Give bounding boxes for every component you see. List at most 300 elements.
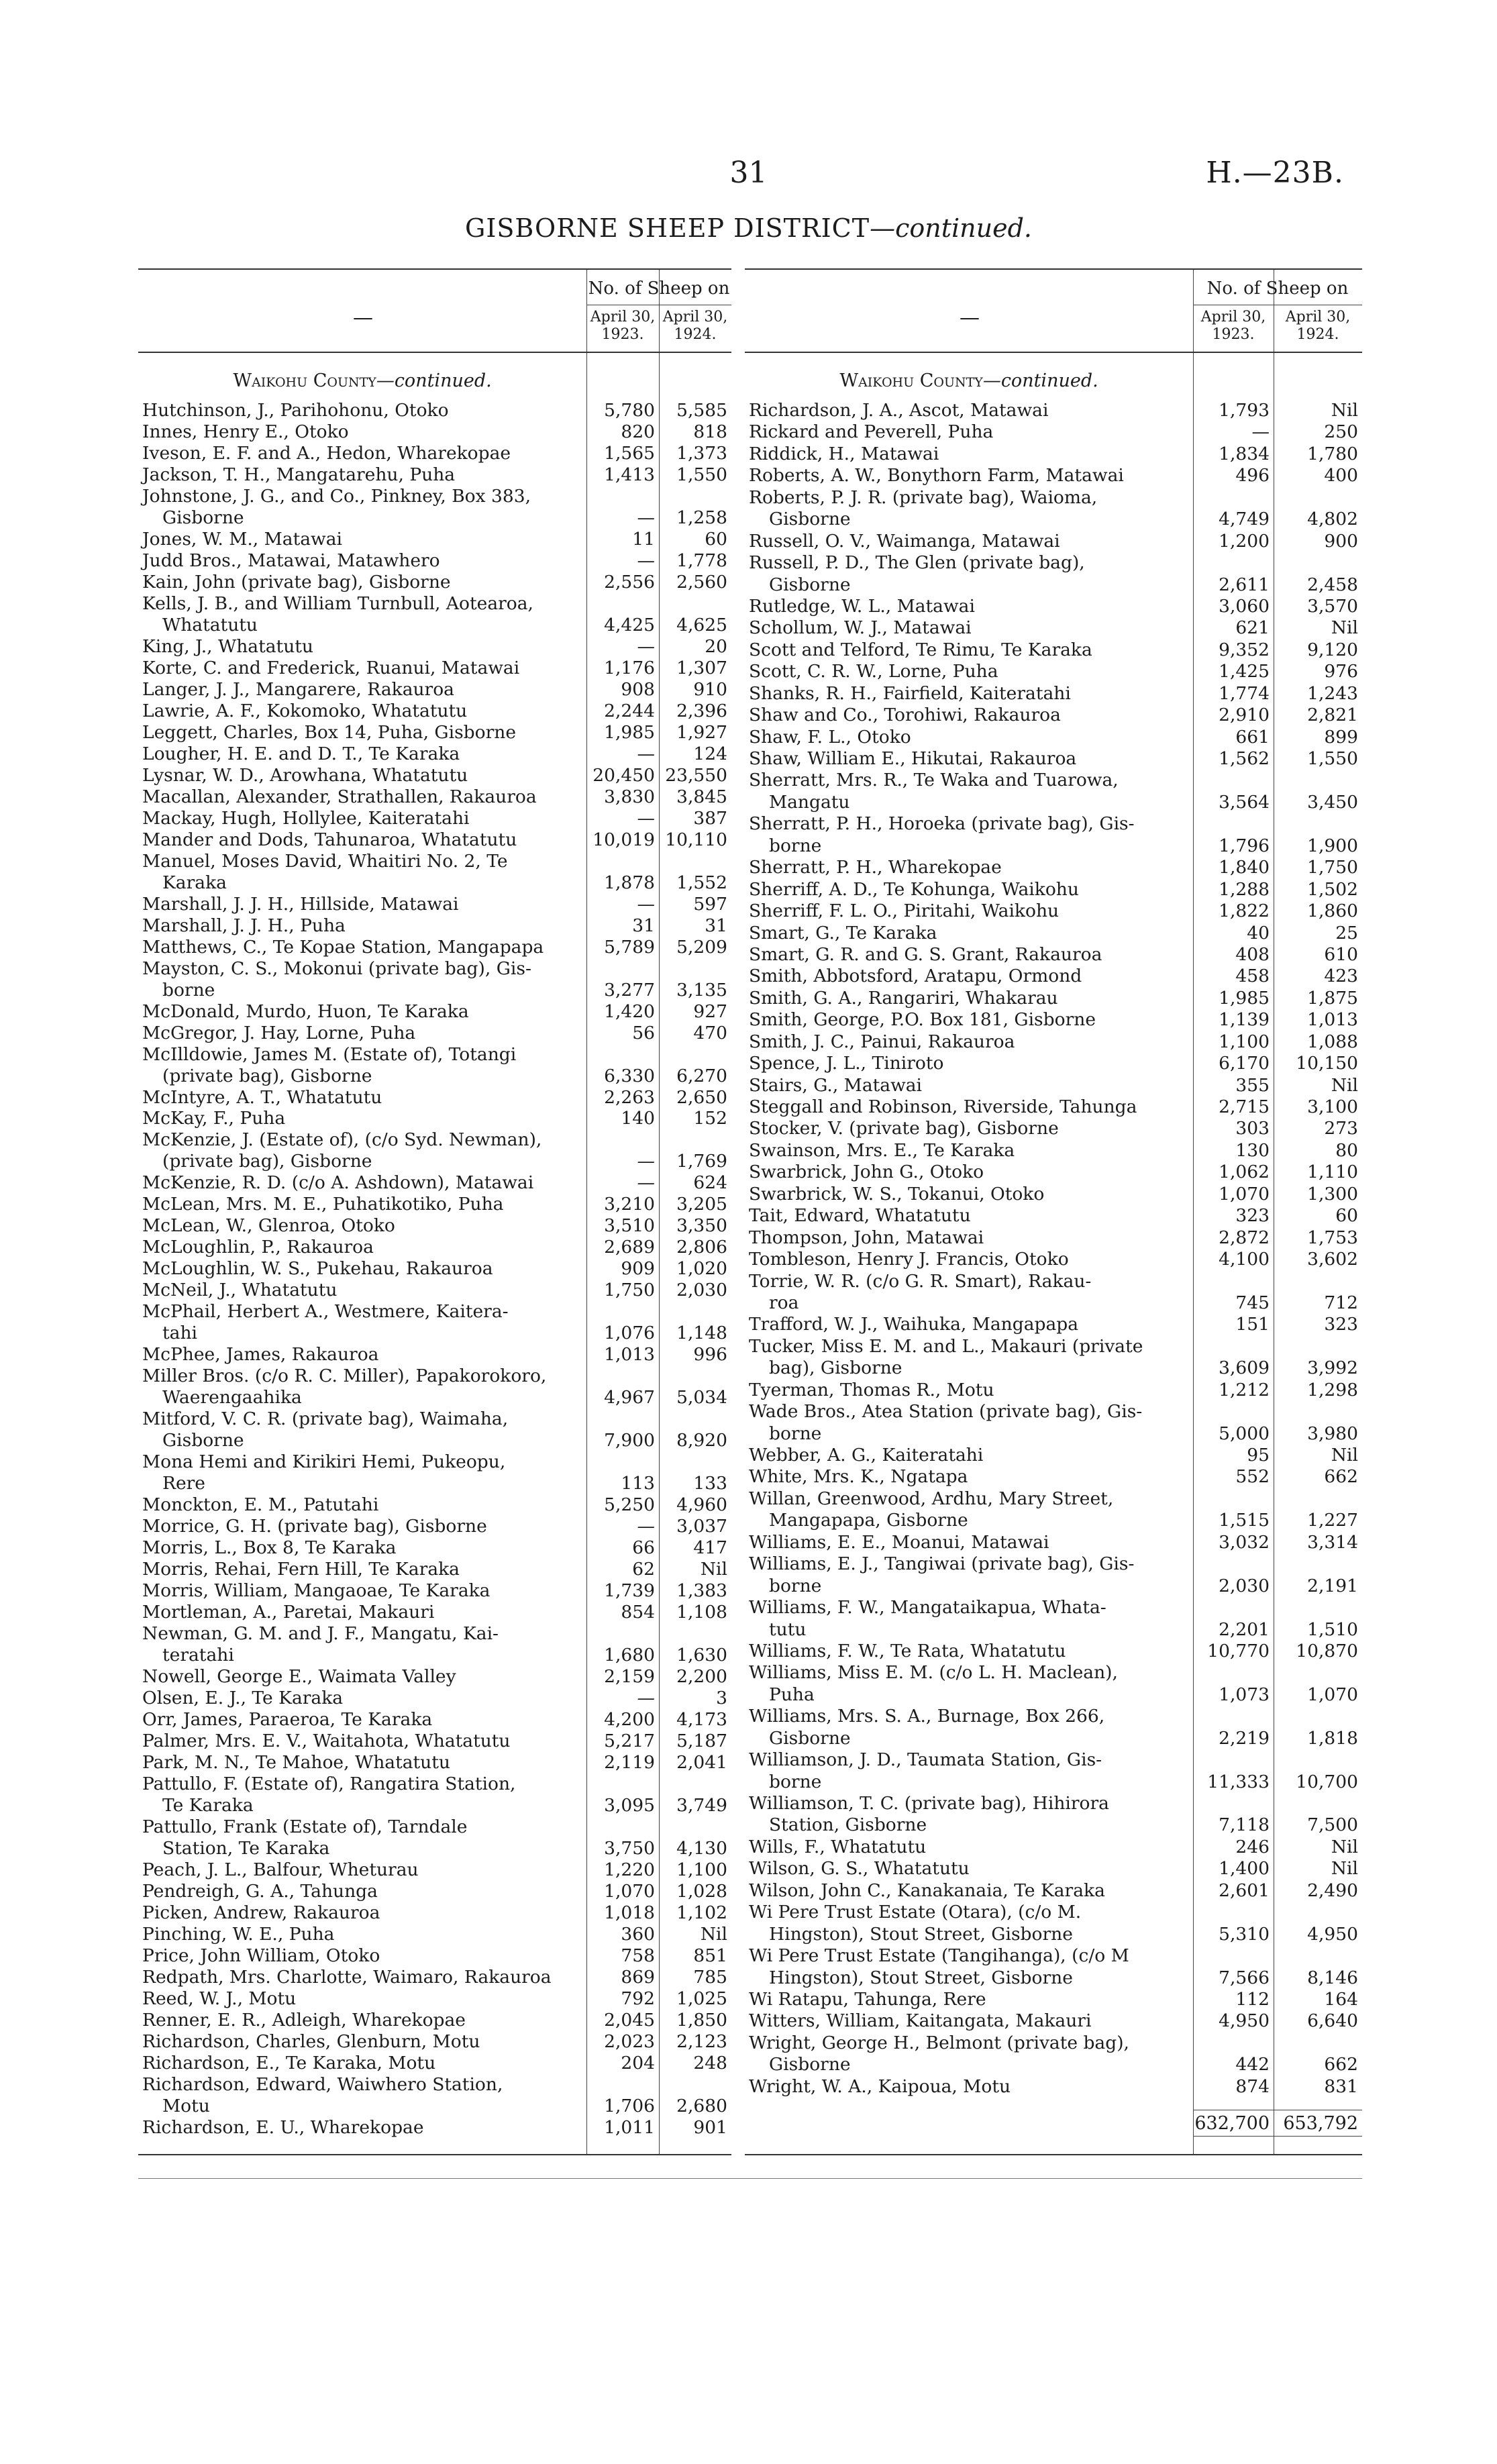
table-row	[138, 1408, 731, 1451]
owner-name: Swarbrick, John G., Otoko	[749, 1162, 984, 1183]
sheep-count-1923: 661	[1235, 726, 1270, 748]
table-row	[138, 1087, 731, 1109]
sheep-count-1924: 976	[1324, 661, 1358, 682]
owner-name: Johnstone, J. G., and Co., Pinkney, Box 383,	[142, 485, 531, 507]
owner-name-address	[138, 1408, 586, 1451]
sheep-count-1923: 1,288	[1219, 878, 1270, 900]
sheep-count-1923: 2,159	[604, 1666, 655, 1688]
owner-name: Kells, J. B., and William Turnbull, Aotearoa,	[142, 593, 533, 614]
sheep-count-1924: 3,749	[676, 1794, 727, 1816]
sheep-count-group-header: No. of Sheep on	[1193, 275, 1362, 305]
owner-name: Pattullo, F. (Estate of), Rangatira Station,	[142, 1774, 516, 1794]
owner-name: Richardson, J. A., Ascot, Matawai	[749, 400, 1049, 421]
sheep-count-1923: —	[637, 743, 655, 764]
table-row	[745, 966, 1362, 987]
owner-name-address	[745, 988, 1193, 1009]
owner-name: Peach, J. L., Balfour, Wheturau	[142, 1859, 419, 1880]
owner-name: Mona Hemi and Kirikiri Hemi, Pukeopu,	[142, 1451, 506, 1473]
sheep-count-1924: 4,950	[1307, 1923, 1358, 1945]
sheep-count-1924: 597	[693, 893, 727, 915]
sheep-count-1923: —	[637, 1688, 655, 1709]
owner-name: Morrice, G. H. (private bag), Gisborne	[142, 1516, 487, 1537]
sheep-count-1923: 4,100	[1219, 1249, 1270, 1270]
sheep-count-1924: 60	[1335, 1205, 1358, 1227]
sheep-count-1923: 66	[632, 1537, 655, 1559]
owner-name-address	[138, 1666, 586, 1688]
owner-name-address	[745, 1096, 1193, 1118]
sheep-count-1924: 1,373	[676, 442, 727, 464]
sheep-count-1924: 2,458	[1307, 574, 1358, 595]
table-header	[745, 270, 1362, 353]
owner-address-continued: Station, Gisborne	[769, 1814, 927, 1836]
owner-name: Mander and Dods, Tahunaroa, Whatatutu	[142, 829, 517, 850]
sheep-count-1923: 130	[1235, 1139, 1270, 1161]
table-row	[745, 1902, 1362, 1945]
county-subheading	[138, 370, 586, 391]
name-column-header: —	[353, 306, 373, 329]
table-row	[138, 486, 731, 529]
owner-name: Orr, James, Paraeroa, Te Karaka	[142, 1709, 433, 1731]
owner-name: Rutledge, W. L., Matawai	[749, 595, 975, 617]
sheep-count-1924: 624	[693, 1172, 727, 1194]
table-row	[745, 1880, 1362, 1902]
owner-name: Williams, E. J., Tangiwai (private bag), Gis-	[749, 1553, 1135, 1575]
sheep-count-1923: 360	[621, 1923, 655, 1945]
owner-name-address	[745, 1989, 1193, 2010]
sheep-count-1924: 1,750	[1307, 857, 1358, 878]
owner-name: McIlldowie, James M. (Estate of), Totangi	[142, 1043, 517, 1065]
owner-address-continued: Hingston), Stout Street, Gisborne	[769, 1923, 1073, 1945]
table-row	[745, 1793, 1362, 1837]
sheep-count-1923: 11,333	[1207, 1771, 1270, 1792]
owner-name-address	[745, 1641, 1193, 1662]
owner-name-address	[138, 2074, 586, 2117]
owner-name-address	[745, 1466, 1193, 1488]
owner-address-continued: borne	[769, 1771, 822, 1792]
table-row	[138, 1709, 731, 1731]
table-row	[138, 851, 731, 894]
sheep-count-1924: 1,900	[1307, 835, 1358, 856]
owner-name-address	[745, 596, 1193, 617]
owner-name-address	[138, 2010, 586, 2031]
owner-name: Tait, Edward, Whatatutu	[749, 1205, 971, 1227]
sheep-count-1924: Nil	[1331, 1858, 1358, 1880]
table-row	[745, 1532, 1362, 1553]
table-row	[745, 1249, 1362, 1270]
sheep-count-1923: 7,900	[604, 1430, 655, 1451]
sheep-count-1923: 1,200	[1219, 530, 1270, 552]
sheep-count-1924: Nil	[1331, 1445, 1358, 1466]
owner-name-address	[138, 2117, 586, 2139]
owner-name-address	[138, 1516, 586, 1537]
owner-name-address	[138, 851, 586, 894]
owner-address-continued: Karaka	[162, 872, 227, 893]
owner-name: Schollum, W. J., Matawai	[749, 617, 972, 639]
sheep-count-1924: 712	[1324, 1292, 1358, 1313]
owner-name-address	[138, 1280, 586, 1301]
sheep-count-1923: —	[637, 1516, 655, 1537]
table-row	[138, 937, 731, 958]
owner-name-address	[138, 915, 586, 937]
table-row	[138, 808, 731, 829]
owner-name: King, J., Whatatutu	[142, 635, 313, 657]
sheep-count-1924: 7,500	[1307, 1814, 1358, 1836]
owner-name-address	[138, 2053, 586, 2074]
owner-name-address	[745, 727, 1193, 748]
title-suffix: —continued.	[870, 213, 1032, 243]
owner-name-address	[138, 1494, 586, 1516]
owner-name-address	[745, 444, 1193, 465]
owner-name: Lawrie, A. F., Kokomoko, Whatatutu	[142, 700, 468, 721]
owner-name: Lysnar, W. D., Arowhana, Whatatutu	[142, 764, 468, 786]
owner-name: Stocker, V. (private bag), Gisborne	[749, 1118, 1059, 1139]
owner-name: Redpath, Mrs. Charlotte, Waimaro, Rakauroa	[142, 1966, 552, 1988]
table-row	[745, 531, 1362, 552]
owner-name: Tucker, Miss E. M. and L., Makauri (private	[749, 1335, 1143, 1357]
owner-address-continued: Gisborne	[769, 509, 851, 530]
sheep-count-1924: 1,778	[676, 550, 727, 571]
sheep-count-1924: 250	[1324, 421, 1358, 443]
owner-name: McGregor, J. Hay, Lorne, Puha	[142, 1022, 416, 1043]
col-1923-header: April 30, 1923.	[1200, 309, 1266, 343]
table-row	[138, 915, 731, 937]
table-row	[745, 770, 1362, 813]
owner-name: Tombleson, Henry J. Francis, Otoko	[749, 1249, 1069, 1270]
owner-name-address	[138, 421, 586, 443]
sheep-count-1923: —	[637, 550, 655, 571]
owner-name-address	[745, 1380, 1193, 1401]
owner-name: Richardson, Edward, Waiwhero Station,	[142, 2073, 503, 2095]
table-row	[138, 572, 731, 593]
owner-name: Thompson, John, Matawai	[749, 1227, 984, 1248]
owner-name: Manuel, Moses David, Whaitiri No. 2, Te	[142, 850, 508, 872]
owner-name: Swarbrick, W. S., Tokanui, Otoko	[749, 1183, 1045, 1204]
sheep-count-1924: 1,110	[1307, 1162, 1358, 1183]
table-row	[745, 2033, 1362, 2076]
name-column-header: —	[960, 306, 980, 329]
table-row	[138, 2117, 731, 2139]
owner-name-address	[138, 1258, 586, 1280]
sheep-count-1923: 4,967	[604, 1387, 655, 1408]
sheep-count-1923: 3,032	[1219, 1531, 1270, 1553]
sheep-count-1924: 273	[1324, 1118, 1358, 1139]
table-row	[138, 1881, 731, 1902]
table-row	[745, 617, 1362, 639]
owner-name: Mayston, C. S., Mokonui (private bag), Gis-	[142, 958, 531, 979]
sheep-count-1923: 820	[621, 421, 655, 442]
owner-name-address	[138, 958, 586, 1001]
owner-name: Williams, Mrs. S. A., Burnage, Box 266,	[749, 1706, 1105, 1727]
county-name: Waikohu County	[233, 370, 376, 391]
owner-name: Wade Bros., Atea Station (private bag), Gis-	[749, 1401, 1143, 1423]
sheep-count-1924: 1,510	[1307, 1619, 1358, 1640]
owner-name: Smith, J. C., Painui, Rakauroa	[749, 1031, 1015, 1052]
owner-name-address	[745, 1314, 1193, 1335]
table-row	[745, 639, 1362, 661]
table-row	[138, 1237, 731, 1258]
owner-name-address	[745, 1532, 1193, 1553]
table-row	[745, 400, 1362, 421]
sheep-count-1924: Nil	[1331, 1074, 1358, 1096]
table-row	[138, 1945, 731, 1967]
owner-name-address	[138, 1709, 586, 1731]
sheep-count-1923: 745	[1235, 1292, 1270, 1313]
sheep-count-1923: —	[637, 1172, 655, 1194]
owner-name-address	[745, 813, 1193, 857]
owner-name: Judd Bros., Matawai, Matawhero	[142, 550, 440, 571]
owner-name: Smart, G. R. and G. S. Grant, Rakauroa	[749, 943, 1102, 965]
table-row	[745, 1858, 1362, 1880]
sheep-count-1923: 1,739	[604, 1580, 655, 1602]
owner-address-continued: Gisborne	[162, 507, 244, 528]
owner-name-address	[138, 1967, 586, 1988]
owner-name: Wi Ratapu, Tahunga, Rere	[749, 1988, 986, 2010]
sheep-count-1923: 621	[1235, 617, 1270, 639]
owner-name: Iveson, E. F. and A., Hedon, Wharekopae	[142, 442, 511, 464]
table-row	[138, 2031, 731, 2053]
sheep-count-1923: 3,277	[604, 979, 655, 1000]
owner-name: McNeil, J., Whatatutu	[142, 1280, 338, 1301]
table-row	[138, 1194, 731, 1215]
col-1924-header: April 30, 1924.	[1285, 309, 1351, 343]
table-row	[745, 1075, 1362, 1096]
owner-address-continued: borne	[769, 835, 822, 856]
table-row	[745, 1162, 1362, 1183]
owner-address-continued: roa	[769, 1292, 799, 1313]
owner-address-continued: teratahi	[162, 1645, 234, 1666]
sheep-count-1923: 1,420	[604, 1000, 655, 1022]
page-number: 31	[729, 156, 768, 190]
sheep-count-1924: 901	[693, 2116, 727, 2138]
owner-name-address	[745, 1488, 1193, 1532]
owner-name: Swainson, Mrs. E., Te Karaka	[749, 1139, 1015, 1161]
sheep-count-1924: 9,120	[1307, 639, 1358, 660]
sheep-count-1923: 355	[1235, 1074, 1270, 1096]
sheep-count-1923: 5,250	[604, 1494, 655, 1516]
owner-name-address	[745, 1118, 1193, 1139]
title-main: GISBORNE SHEEP DISTRICT	[465, 213, 870, 243]
owner-name: Reed, W. J., Motu	[142, 1988, 297, 2009]
sheep-count-1923: 1,100	[1219, 1031, 1270, 1052]
sheep-count-1923: 874	[1235, 2075, 1270, 2097]
table-row	[745, 1641, 1362, 1662]
sheep-count-1924: 1,020	[676, 1258, 727, 1280]
sheep-count-1923: 1,076	[604, 1323, 655, 1344]
owner-address-continued: Mangapapa, Gisborne	[769, 1510, 968, 1531]
sheep-count-1923: 31	[632, 915, 655, 936]
owner-address-continued: Gisborne	[162, 1430, 244, 1451]
sheep-count-1924: 662	[1324, 1466, 1358, 1488]
sheep-count-1923: 1,834	[1219, 443, 1270, 464]
table-row	[745, 465, 1362, 486]
sheep-count-1924: 1,383	[676, 1580, 727, 1602]
table-row	[138, 529, 731, 550]
table-row	[138, 1816, 731, 1859]
table-row	[138, 1902, 731, 1924]
owner-name: Williams, Miss E. M. (c/o L. H. Maclean),	[749, 1662, 1118, 1684]
sheep-count-1924: 1,298	[1307, 1379, 1358, 1400]
sheep-count-1924: Nil	[700, 1559, 727, 1580]
table-row	[138, 443, 731, 464]
table-row	[138, 894, 731, 915]
sheep-count-1923: 204	[621, 2052, 655, 2073]
sheep-count-1923: 2,201	[1219, 1619, 1270, 1640]
table-row	[745, 1706, 1362, 1749]
county-subheading	[745, 370, 1193, 391]
table-row	[745, 1336, 1362, 1380]
owner-name-address	[138, 722, 586, 743]
table-row	[745, 1227, 1362, 1249]
owner-name-address	[745, 421, 1193, 443]
table-row	[745, 683, 1362, 705]
sheep-count-1924: 610	[1324, 943, 1358, 965]
owner-name-address	[138, 1859, 586, 1881]
table-row	[745, 944, 1362, 966]
sheep-count-1924: 10,870	[1296, 1640, 1358, 1661]
owner-name: Williams, F. W., Te Rata, Whatatutu	[749, 1640, 1066, 1661]
table-row	[138, 1129, 731, 1172]
owner-name-address	[745, 617, 1193, 639]
sheep-count-1923: 246	[1235, 1836, 1270, 1857]
owner-name-address	[138, 1945, 586, 1967]
owner-name-address	[138, 786, 586, 808]
sheep-count-1924: Nil	[1331, 617, 1358, 639]
owner-name-address	[745, 1205, 1193, 1227]
sheep-count-1923: 95	[1247, 1445, 1270, 1466]
owner-name: Pinching, W. E., Puha	[142, 1923, 335, 1945]
sheep-count-1923: 552	[1235, 1466, 1270, 1488]
sheep-count-1924: 2,030	[676, 1280, 727, 1301]
sheep-count-1923: 909	[621, 1258, 655, 1280]
owner-name-address	[138, 1451, 586, 1494]
owner-name: Kain, John (private bag), Gisborne	[142, 571, 451, 593]
sheep-count-1924: 387	[693, 807, 727, 829]
sheep-count-1924: 124	[693, 743, 727, 764]
sheep-count-1923: 2,556	[604, 571, 655, 593]
owner-name-address	[745, 1053, 1193, 1074]
sheep-count-1923: 1,070	[604, 1880, 655, 1902]
sheep-count-1923: 1,220	[604, 1859, 655, 1880]
owner-name-address	[138, 1559, 586, 1580]
sheep-count-1924: 662	[1324, 2054, 1358, 2075]
owner-name: Smart, G., Te Karaka	[749, 922, 937, 943]
sheep-count-1923: 5,217	[604, 1731, 655, 1752]
sheep-count-1923: —	[637, 807, 655, 829]
right-table-rows	[745, 400, 1362, 2098]
owner-name: Mortleman, A., Paretai, Makauri	[142, 1602, 435, 1623]
owner-address-continued: (private bag), Gisborne	[162, 1151, 372, 1172]
sheep-count-1923: 1,011	[604, 2116, 655, 2138]
sheep-count-1923: 7,566	[1219, 1967, 1270, 1988]
sheep-count-1923: 112	[1235, 1988, 1270, 2010]
owner-name-address	[138, 1537, 586, 1559]
table-row	[138, 1988, 731, 2010]
owner-name-address	[745, 966, 1193, 987]
sheep-count-1923: 7,118	[1219, 1814, 1270, 1836]
table-row	[745, 487, 1362, 531]
owner-name: Sherratt, Mrs. R., Te Waka and Tuarowa,	[749, 770, 1119, 791]
sheep-count-1923: 1,139	[1219, 1009, 1270, 1031]
sheep-count-1923: —	[637, 635, 655, 657]
owner-address-continued: (private bag), Gisborne	[162, 1065, 372, 1086]
owner-name-address	[745, 400, 1193, 421]
sheep-count-1924: 1,013	[1307, 1009, 1358, 1031]
owner-name-address	[138, 937, 586, 958]
sheep-count-1923: 3,564	[1219, 791, 1270, 813]
owner-name-address	[138, 658, 586, 679]
sheep-count-1923: 2,601	[1219, 1880, 1270, 1901]
table-row	[138, 765, 731, 786]
table-row	[745, 1553, 1362, 1597]
table-row	[138, 1623, 731, 1666]
sheep-count-1924: 3,570	[1307, 595, 1358, 617]
sheep-count-1924: 1,550	[1307, 748, 1358, 769]
sheep-count-1923: 323	[1235, 1205, 1270, 1227]
sheep-count-1923: 1,680	[604, 1645, 655, 1666]
owner-name: Jones, W. M., Matawai	[142, 528, 342, 550]
table-row	[745, 1096, 1362, 1118]
owner-name: Morris, Rehai, Fern Hill, Te Karaka	[142, 1559, 460, 1580]
total-1923: 632,700	[1193, 2110, 1274, 2137]
owner-name-address	[745, 639, 1193, 661]
table-row	[745, 1205, 1362, 1227]
owner-address-continued: Hingston), Stout Street, Gisborne	[769, 1967, 1073, 1988]
table-row	[745, 857, 1362, 878]
sheep-count-1924: 8,920	[676, 1430, 727, 1451]
sheep-count-1923: 303	[1235, 1118, 1270, 1139]
table-row	[138, 1494, 731, 1516]
sheep-count-1923: 1,176	[604, 657, 655, 678]
sheep-count-1924: 1,850	[676, 2009, 727, 2031]
sheep-count-1924: 2,650	[676, 1086, 727, 1108]
owner-name: Wills, F., Whatatutu	[749, 1836, 927, 1857]
sheep-count-1924: 2,191	[1307, 1575, 1358, 1596]
table-header	[138, 270, 731, 353]
owner-name-address	[745, 552, 1193, 596]
sheep-count-1923: 1,073	[1219, 1684, 1270, 1705]
owner-name: Williamson, J. D., Taumata Station, Gis-	[749, 1749, 1102, 1771]
sheep-count-1924: 3,037	[676, 1516, 727, 1537]
owner-name-address	[745, 901, 1193, 922]
sheep-count-1924: 2,123	[676, 2031, 727, 2052]
sheep-count-1924: 899	[1324, 726, 1358, 748]
owner-name-address	[138, 1688, 586, 1709]
sheep-count-1924: 2,560	[676, 571, 727, 593]
owner-name-address	[745, 1249, 1193, 1270]
owner-name: Price, John William, Otoko	[142, 1945, 380, 1966]
sheep-count-1924: 470	[693, 1022, 727, 1043]
table-row	[138, 1537, 731, 1559]
owner-name-address	[745, 1858, 1193, 1880]
owner-name-address	[745, 1075, 1193, 1096]
table-row	[745, 661, 1362, 682]
sheep-count-1923: 4,425	[604, 614, 655, 635]
sheep-count-1924: 996	[693, 1344, 727, 1366]
owner-name: Trafford, W. J., Waihuka, Mangapapa	[749, 1314, 1079, 1335]
owner-name: Torrie, W. R. (c/o G. R. Smart), Rakau-	[749, 1270, 1092, 1292]
sheep-count-1924: 3,845	[676, 786, 727, 807]
sheep-count-1923: 2,244	[604, 700, 655, 721]
owner-name-address	[745, 1662, 1193, 1706]
sheep-count-1924: 1,243	[1307, 682, 1358, 704]
sheep-count-1924: 5,187	[676, 1731, 727, 1752]
sheep-count-1923: 4,749	[1219, 509, 1270, 530]
table-row	[138, 1559, 731, 1580]
sheep-count-1923: 442	[1235, 2054, 1270, 2075]
owner-address-continued: tahi	[162, 1323, 197, 1344]
sheep-count-1924: 831	[1324, 2075, 1358, 2097]
sheep-count-1924: Nil	[1331, 400, 1358, 421]
